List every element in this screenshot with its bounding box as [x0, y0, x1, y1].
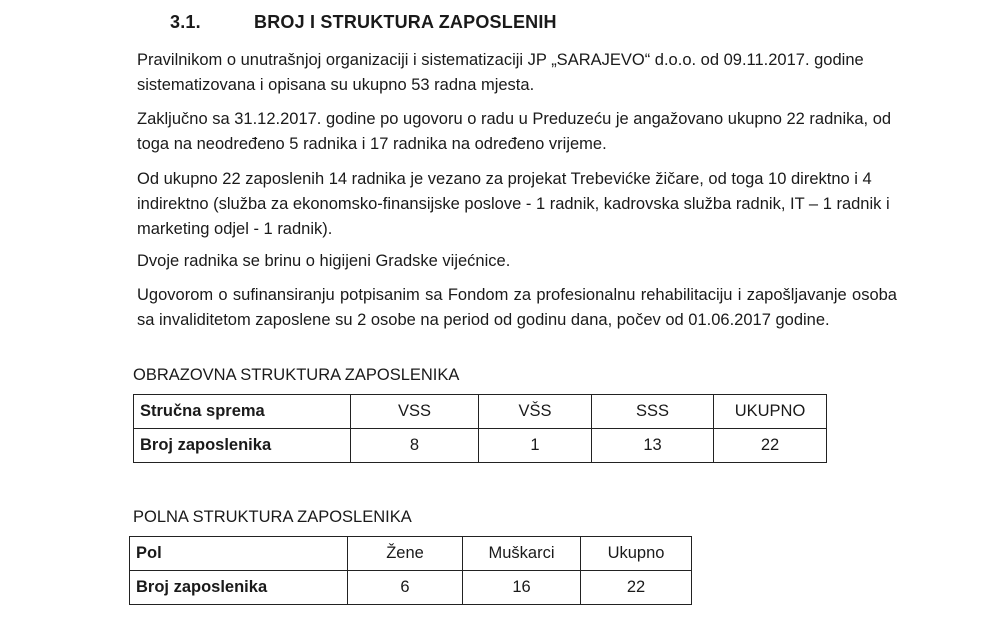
gender-value-women: 6 — [348, 571, 463, 605]
education-header-vss2: VŠS — [479, 395, 592, 429]
education-value-vss: 8 — [351, 429, 479, 463]
education-header-row — [134, 395, 827, 429]
gender-table-title: POLNA STRUKTURA ZAPOSLENIKA — [133, 508, 412, 526]
education-row-label: Broj zaposlenika — [134, 429, 351, 463]
education-table — [133, 394, 827, 463]
paragraph-higijena: Dvoje radnika se brinu o higijeni Gradske vijećnice. — [137, 252, 511, 270]
gender-header-row — [130, 537, 692, 571]
education-table-title: OBRAZOVNA STRUKTURA ZAPOSLENIKA — [133, 366, 460, 384]
gender-header-total: Ukupno — [581, 537, 692, 571]
education-data-row — [134, 429, 827, 463]
gender-header-label: Pol — [130, 537, 348, 571]
education-header-label: Stručna sprema — [134, 395, 351, 429]
education-header-vss: VSS — [351, 395, 479, 429]
gender-value-total: 22 — [581, 571, 692, 605]
paragraph-zakljucno: Zaključno sa 31.12.2017. godine po ugovoru o radu u Preduzeću je angažovano ukupno 22 radnika, od toga na neodređeno 5 radnika i 17 radnika na određeno vrijeme. — [137, 110, 892, 153]
gender-data-row — [130, 571, 692, 605]
gender-row-label: Broj zaposlenika — [130, 571, 348, 605]
education-header-total: UKUPNO — [714, 395, 827, 429]
gender-header-women: Žene — [348, 537, 463, 571]
education-value-total: 22 — [714, 429, 827, 463]
paragraph-projekat: Od ukupno 22 zaposlenih 14 radnika je vezano za projekat Trebevićke žičare, od toga 10 direktno i 4 indirektno (služba za ekonomsko-finansijske poslove - 1 radnik, kadrovska služba radnik, IT – 1 radnik i marketing odjel - 1 radnik). — [137, 170, 890, 238]
education-value-vss2: 1 — [479, 429, 592, 463]
paragraph-ugovor: Ugovorom o sufinansiranju potpisanim sa Fondom za profesionalnu rehabilitaciju i zapošljavanje osoba sa invaliditetom zaposlene su 2 osobe na period od godinu dana, počev od 01.06.2017 godine. — [137, 286, 897, 329]
gender-table — [129, 536, 692, 605]
gender-header-men: Muškarci — [463, 537, 581, 571]
gender-value-men: 16 — [463, 571, 581, 605]
section-title: BROJ I STRUKTURA ZAPOSLENIH — [254, 12, 557, 32]
education-header-sss: SSS — [592, 395, 714, 429]
section-heading — [170, 12, 557, 33]
section-number: 3.1. — [170, 12, 201, 32]
paragraph-pravilnik: Pravilnikom o unutrašnjoj organizaciji i sistematizaciji JP „SARAJEVO“ d.o.o. od 09.11.2017. godine sistematizovana i opisana su ukupno 53 radna mjesta. — [137, 51, 864, 94]
education-value-sss: 13 — [592, 429, 714, 463]
